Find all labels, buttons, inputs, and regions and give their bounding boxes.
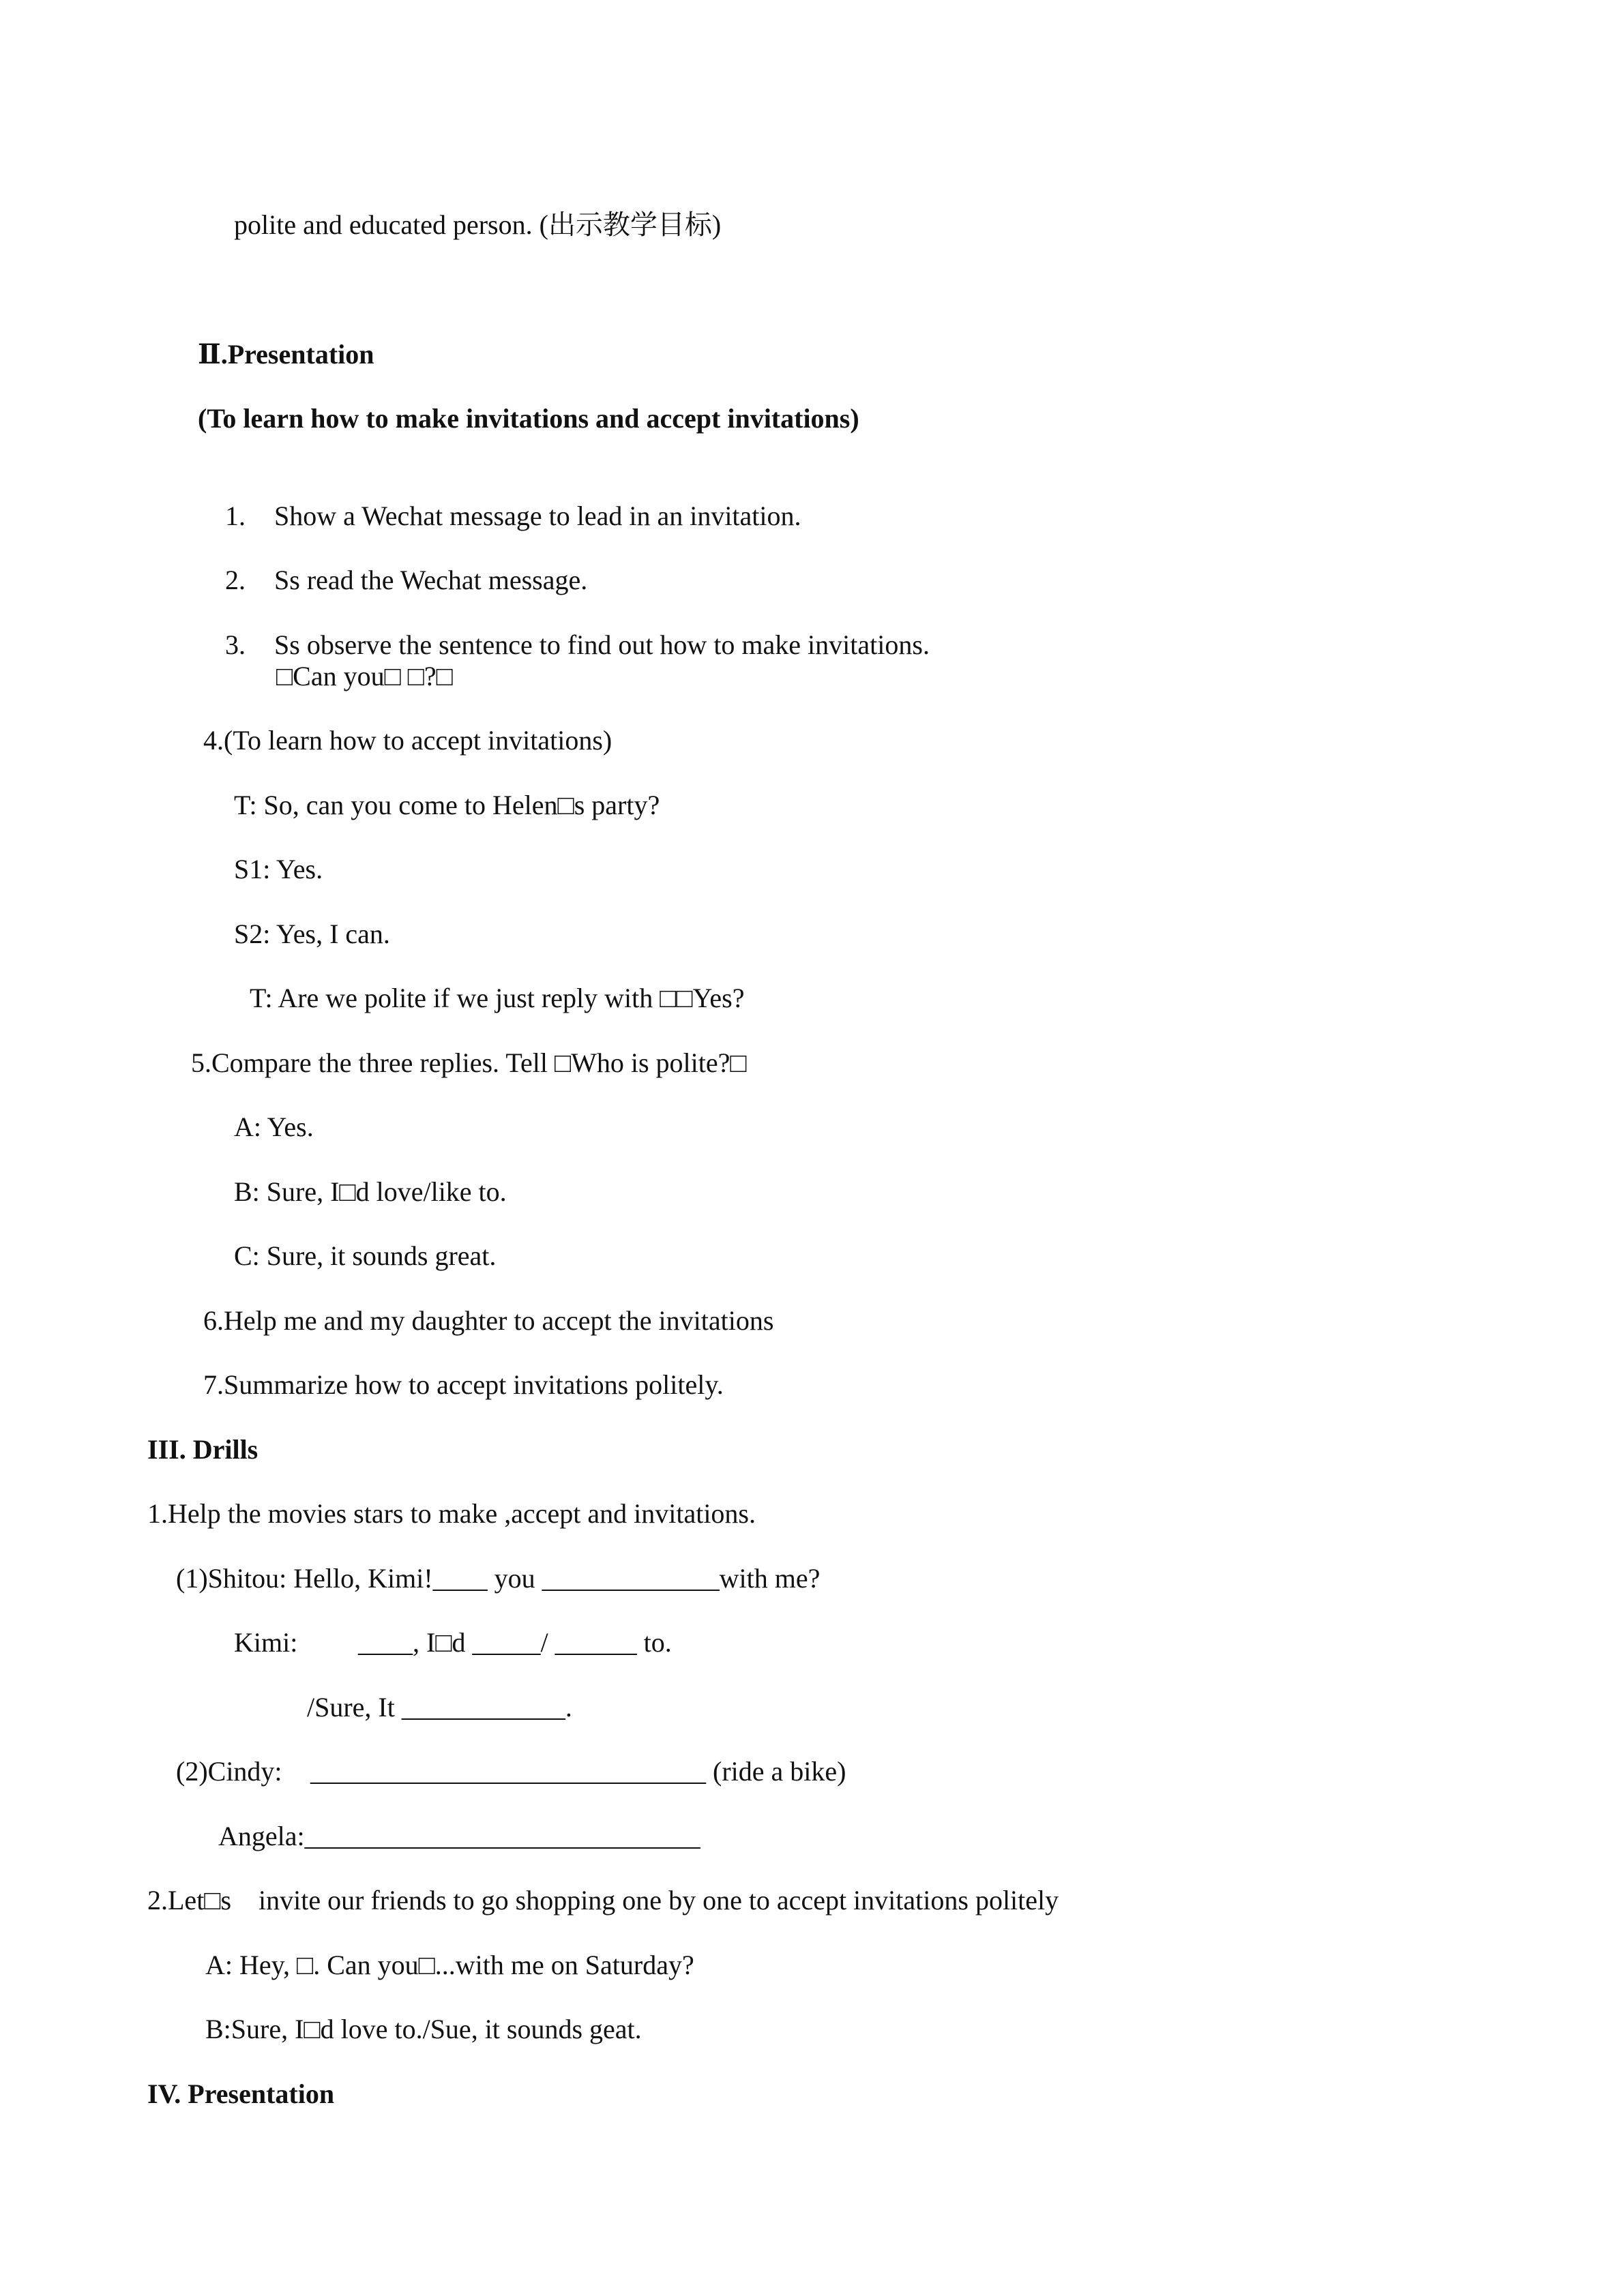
- list-item: 2.Let□s invite our friends to go shopping one by one to accept invitations politely: [147, 1885, 1059, 1915]
- sentence-pattern: □Can you□ □?□: [276, 661, 453, 691]
- list-item: 5.Compare the three replies. Tell □Who is polite?□: [191, 1047, 747, 1078]
- list-item: 6.Help me and my daughter to accept the invitations: [203, 1305, 774, 1336]
- exercise-line: Angela:_____________________________: [218, 1821, 700, 1851]
- list-item: 7.Summarize how to accept invitations politely.: [203, 1369, 724, 1400]
- exercise-line: (1)Shitou: Hello, Kimi!____ you _____________with me?: [176, 1563, 821, 1594]
- list-item-number: 1.: [225, 501, 246, 531]
- reply-option: C: Sure, it sounds great.: [234, 1240, 497, 1271]
- section-subheading: (To learn how to make invitations and accept invitations): [198, 403, 859, 434]
- list-item-text: Ss read the Wechat message.: [274, 565, 588, 595]
- list-item-number: 3.: [225, 629, 246, 660]
- reply-option: B: Sure, I□d love/like to.: [234, 1176, 507, 1207]
- dialog-line: S1: Yes.: [234, 854, 323, 884]
- list-item: 1.Help the movies stars to make ,accept and invitations.: [147, 1498, 756, 1529]
- exercise-speaker: Kimi:: [234, 1627, 298, 1658]
- dialog-line: A: Hey, □. Can you□...with me on Saturday?: [205, 1950, 694, 1980]
- exercise-speaker: (2)Cindy:: [176, 1756, 282, 1787]
- list-item-number: 2.: [225, 565, 246, 595]
- section-heading-presentation: Ⅱ.Presentation: [198, 339, 374, 370]
- exercise-line: /Sure, It ____________.: [307, 1692, 572, 1723]
- dialog-line: T: So, can you come to Helen□s party?: [234, 790, 660, 820]
- list-item-text: Ss observe the sentence to find out how to make invitations.: [274, 629, 930, 660]
- section-heading-drills: III. Drills: [147, 1434, 259, 1465]
- exercise-line: ____, I□d _____/ ______ to.: [358, 1627, 672, 1658]
- section-heading-presentation-iv: IV. Presentation: [147, 2078, 335, 2109]
- objective-continuation: polite and educated person. (出示教学目标): [234, 209, 722, 240]
- exercise-line: _____________________________ (ride a bike): [310, 1756, 846, 1787]
- dialog-line: B:Sure, I□d love to./Sue, it sounds geat.: [205, 2014, 642, 2044]
- dialog-line: S2: Yes, I can.: [234, 919, 390, 949]
- list-item-text: Show a Wechat message to lead in an invitation.: [274, 501, 801, 531]
- list-item: 4.(To learn how to accept invitations): [203, 725, 612, 756]
- dialog-line: T: Are we polite if we just reply with □□Yes?: [250, 983, 745, 1013]
- reply-option: A: Yes.: [234, 1112, 314, 1142]
